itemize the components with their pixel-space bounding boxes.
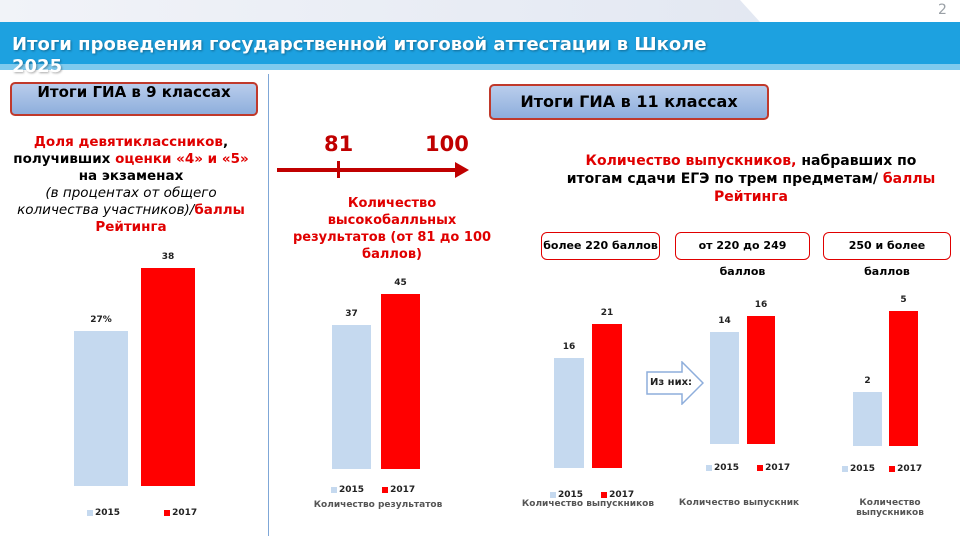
caption-chart-5: Количество выпускников (856, 498, 924, 518)
chart-2-value-label-2017: 45 (394, 278, 407, 288)
legend-label-2017: 2017 (172, 508, 198, 518)
chart-4-bar-2015 (710, 332, 739, 444)
chart-3-bar-2015 (554, 358, 584, 468)
desc9-red1: Доля девятиклассников (33, 134, 223, 150)
top-decor-strip (0, 0, 760, 22)
scale-high-value: 100 (425, 132, 469, 156)
legend-swatch-2015 (87, 510, 93, 516)
legend-label-2017: 2017 (897, 464, 923, 474)
desc9-red2: оценки «4» и «5» (115, 151, 249, 167)
legend-swatch-2017 (757, 465, 763, 471)
description-high-scores: Количество высокобалльных результатов (от 81 до 100 баллов) (292, 196, 492, 262)
legend-label-2015: 2015 (714, 463, 740, 473)
badge-250-plus: 250 и более баллов (823, 232, 951, 260)
iz-nih-label: Из них: (650, 377, 693, 388)
chart-4-bar-2017 (747, 316, 775, 444)
scale-arrow-head (455, 162, 469, 178)
chart-3-value-label-2015: 16 (562, 342, 576, 353)
legend-swatch-2017 (164, 510, 170, 516)
legend-swatch-2015 (706, 465, 712, 471)
legend-label-2017: 2017 (765, 463, 791, 473)
legend-swatch-2017 (382, 487, 388, 493)
legend-label-2017: 2017 (609, 490, 635, 500)
chart-5-bar-2017 (889, 311, 918, 446)
desc9-italic: (в процентах от общего количества участников)/ (17, 185, 217, 218)
description-9-grade (6, 134, 256, 236)
caption-chart-2: Количество результатов (313, 500, 443, 510)
chart-1-bar-2017 (141, 268, 195, 486)
desc9-black2: на экзаменах (78, 168, 184, 184)
scale-arrow-line (277, 168, 457, 172)
legend-chart-1 (87, 508, 197, 518)
desc11-red2: баллы Рейтинга (714, 171, 936, 205)
legend-swatch-2015 (550, 492, 556, 498)
chart-2-bar-2015 (332, 325, 371, 469)
chart-3-bar-2017 (592, 324, 622, 468)
chart-1-value-label-2017: 38 (161, 252, 175, 262)
scale-tick (337, 161, 340, 178)
chart-3-value-label-2017: 21 (600, 308, 614, 318)
chart-2-value-label-2015: 37 (345, 309, 358, 320)
description-11-grade (556, 152, 946, 206)
legend-label-2017: 2017 (390, 485, 416, 495)
heading-9-grade: Итоги ГИА в 9 классах (10, 82, 258, 116)
caption-chart-4: Количество выпускник (678, 498, 800, 508)
scale-low-value: 81 (324, 132, 354, 156)
chart-5-value-label-2015: 2 (864, 376, 871, 386)
chart-2-bar-2017 (381, 294, 420, 469)
desc9-red3: баллы Рейтинга (95, 202, 245, 235)
chart-4-value-label-2015: 14 (718, 316, 731, 326)
badge-220-249: от 220 до 249 баллов (675, 232, 810, 260)
chart-1-value-label-2015: 27% (90, 315, 112, 326)
chart-4-value-label-2017: 16 (754, 300, 768, 310)
legend-swatch-2015 (331, 487, 337, 493)
desc11-black1: набравших по итогам сдачи ЕГЭ по трем предметам/ (566, 153, 917, 187)
legend-chart-4 (706, 463, 790, 473)
legend-chart-2 (331, 485, 415, 495)
badge-over-220: более 220 баллов (541, 232, 660, 260)
slide-number: 2 (938, 2, 947, 18)
legend-chart-5 (842, 464, 922, 474)
chart-5-value-label-2017: 5 (900, 295, 907, 305)
legend-label-2015: 2015 (850, 464, 876, 474)
desc9-black1: , получивших (13, 134, 229, 167)
legend-label-2015: 2015 (558, 490, 584, 500)
heading-11-grade: Итоги ГИА в 11 классах (489, 84, 769, 120)
legend-swatch-2017 (889, 466, 895, 472)
legend-label-2015: 2015 (95, 508, 121, 518)
desc11-red1: Количество выпускников, (585, 153, 797, 169)
legend-swatch-2015 (842, 466, 848, 472)
caption-chart-3: Количество выпускников (521, 499, 655, 509)
vertical-divider (268, 74, 269, 536)
slide-title: Итоги проведения государственной итоговой аттестации в Школе 2025 (12, 34, 707, 77)
chart-5-bar-2015 (853, 392, 882, 446)
chart-1-bar-2015 (74, 331, 128, 486)
legend-label-2015: 2015 (339, 485, 365, 495)
legend-swatch-2017 (601, 492, 607, 498)
